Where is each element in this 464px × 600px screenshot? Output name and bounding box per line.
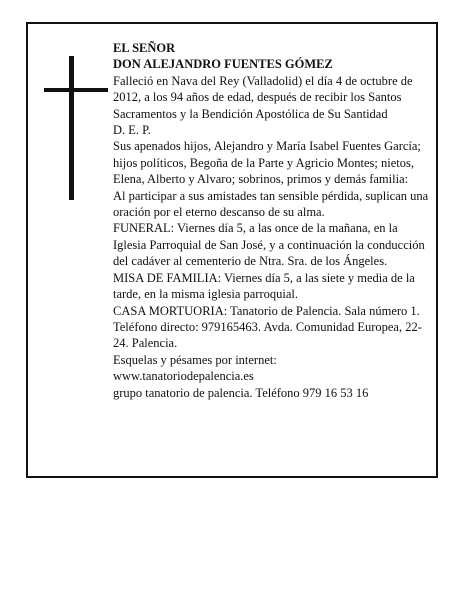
death-announcement: Falleció en Nava del Rey (Valladolid) el día 4 de octubre de 2012, a los 94 años de edad, después de recibir los Santos Sacramentos y la Bendición Apostólica de Su Santidad (113, 73, 413, 121)
funeral-home-details: CASA MORTUORIA: Tanatorio de Palencia. Sala número 1. Teléfono directo: 979165463. Avda. Comunidad Europea, 22-24. Palencia. (113, 303, 422, 351)
deceased-name: DON ALEJANDRO FUENTES GÓMEZ (113, 57, 333, 72)
notice-heading: EL SEÑOR (113, 41, 176, 55)
obituary-notice (26, 22, 438, 478)
family-members: Sus apenados hijos, Alejandro y María Isabel Fuentes García; hijos políticos, Begoña de la Parte y Agricio Montes; nietos, Elena, Alberto y Alvaro; sobrinos, primos y demás familia: (113, 139, 421, 187)
funeral-home-website[interactable]: www.tanatoriodepalencia.es (113, 369, 254, 384)
cross-horizontal-bar (44, 88, 108, 92)
internet-condolences-label: Esquelas y pésames por internet: (113, 352, 277, 367)
funeral-details: FUNERAL: Viernes día 5, a las once de la mañana, en la Iglesia Parroquial de San José, y a continuación la conducción del cadáver al cementerio de Ntra. Sra. de los Ángeles. (113, 221, 425, 269)
cross-icon (44, 56, 108, 200)
obituary-text (113, 40, 431, 401)
rip-abbreviation: D. E. P. (113, 123, 151, 138)
family-mass-details: MISA DE FAMILIA: Viernes día 5, a las siete y media de la tarde, en la misma iglesia parroquial. (113, 270, 415, 302)
group-phone: grupo tanatorio de palencia. Teléfono 979 16 53 16 (113, 385, 369, 400)
cross-vertical-bar (69, 56, 74, 200)
prayer-request: Al participar a sus amistades tan sensible pérdida, suplican una oración por el eterno descanso de su alma. (113, 188, 429, 220)
